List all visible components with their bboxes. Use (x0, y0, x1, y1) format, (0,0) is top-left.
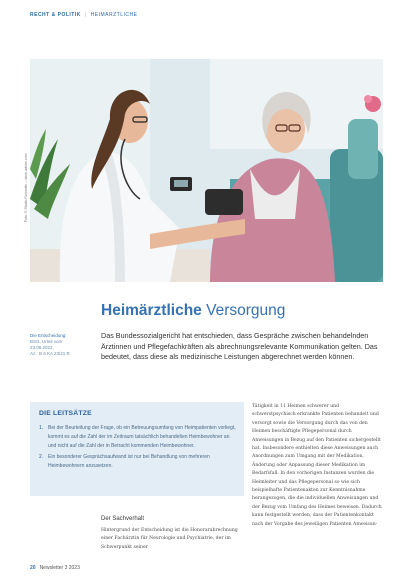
decision-line-1: BSG, Urteil vom (30, 339, 63, 344)
decision-line-3: Az.: B 6 KA 23/21 R (30, 351, 70, 356)
decision-meta (30, 333, 96, 357)
page-folio (30, 565, 80, 571)
list-item-text: Bei der Beurteilung der Frage, ob ein Betreuungsumfang von Heimpatienten vorliegt, kommt es auf die Zahl der im Zeitraum tatsächlich behandelten Heimbewohner an und nicht auf die Zahl der in Betracht kommenden Heimbewohner. (48, 425, 236, 449)
decision-line-2: 23.06.2022, (30, 345, 54, 350)
page-title (101, 302, 285, 320)
page-title-light: Versorgung (201, 302, 286, 319)
running-head-sub: HEIMARZTLICHE (90, 12, 138, 18)
page-title-strong: Heimärztliche (101, 302, 202, 319)
running-head-section: RECHT & POLITIK (30, 12, 81, 18)
hero-photo (30, 59, 383, 282)
running-head-separator: | (84, 12, 87, 18)
leitsaetze-title: DIE LEITSÄTZE (39, 410, 92, 417)
photo-credit: Foto: © Studio Romantic – stock.adobe.com (24, 153, 28, 222)
list-item-text: Ein besonderer Gesprächsaufwand ist nur bei Behandlung von mehreren Heimbewohnern anzusetzen. (48, 454, 210, 470)
body-column-2: Tätigkeit in 11 Heimen schwerer und schwerstpsychisch erkrankte Patienten behandelt und versorgt sowie die Versorgung durch das von den Heimen beschäftigte Pflegepersonal durch Anweisungen in Bezug auf den Patienten sichergestellt hat. Insbesondere enthielten diese Anweisungen auch Anordnungen zum Umgang mit der Medikation, Änderung oder Anpassung dieser Medikation im Bedarfsfall. In den vorherigen Instanzen wurden die Heimleiter und das Pflegepersonal so wie sich beispielhafte Patientenakten zur Kenntnisnahme herangezogen, die die individuellen Anweisungen und der Bezug vom Umfang des Heimes beweisen. Dadurch kann festgestellt werden, dass der Patientenkontakt nach der Vorgabe des jeweiligen Patienten Anweisun- (252, 404, 382, 527)
list-item-number: 2. (39, 454, 44, 461)
list-item (39, 453, 237, 471)
list-item (39, 424, 237, 450)
issue-label: Newsletter 3 2023 (39, 565, 80, 571)
lead-paragraph: Das Bundessozialgericht hat entschieden, dass Gespräche zwischen behandelnden Ärztinnen und Pflegefachkräften als abrechnungsrelevante Kommunikation gelten. Das bedeutet, dass diese als medizinische Leistungen abgerechnet werden können. (101, 331, 378, 362)
decision-label: Die Entscheidung: (30, 333, 67, 338)
page-number: 20 (30, 565, 36, 571)
leitsaetze-list (39, 424, 237, 474)
section-subhead: Der Sachverhalt (101, 516, 145, 522)
list-item-number: 1. (39, 425, 44, 431)
body-column-1: Hintergrund der Entscheidung ist die Honorarabrechnung einer Fachärztin für Neurologie und Psychiatrie, der im Schwerpunkt seiner (101, 528, 238, 550)
leitsaetze-box (30, 402, 244, 496)
running-head (30, 12, 137, 18)
